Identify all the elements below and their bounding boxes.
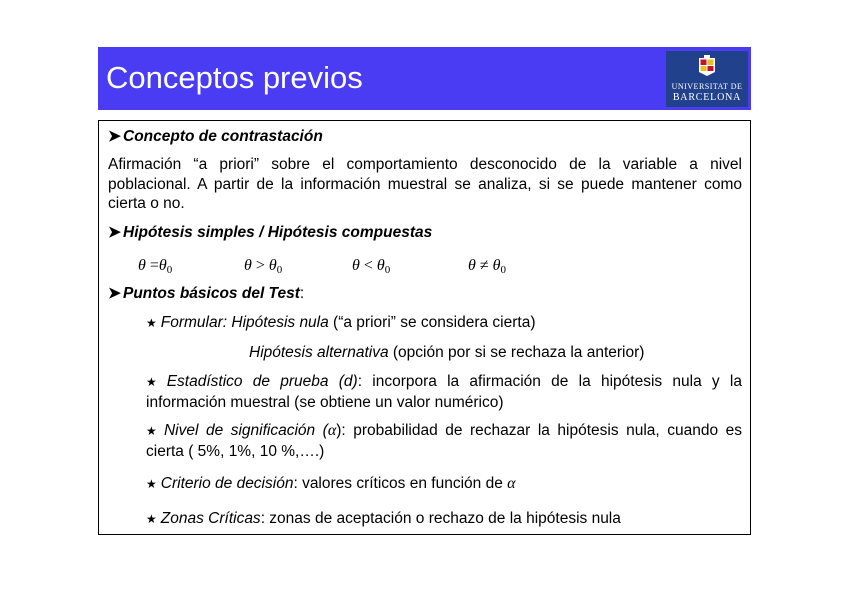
slide-title: Conceptos previos [106, 60, 363, 95]
star-icon: ★ [146, 477, 157, 491]
star-icon: ★ [146, 512, 157, 526]
logo-text-line1: UNIVERSITAT DE [671, 82, 743, 91]
slide-header [98, 47, 751, 110]
star-icon: ★ [146, 375, 163, 389]
crest-icon [698, 55, 716, 77]
hypothesis-not-equal: $\theta \ne \theta_0$ [468, 257, 506, 276]
section-heading-puntos: ➤ Puntos básicos del Test: [108, 285, 305, 302]
item-zonas-criticas: ★ Zonas Críticas: zonas de aceptación o rechazo de la hipótesis nula [146, 510, 621, 527]
item-estadistico: ★ Estadístico de prueba (d): incorpora la afirmación de la hipótesis nula y la información muestral (se obtiene un valor numérico) [146, 373, 742, 411]
arrow-icon: ➤ [108, 224, 121, 241]
section-heading-contrastacion: ➤ Concepto de contrastación [108, 128, 323, 145]
star-icon: ★ [146, 316, 157, 330]
content-box [98, 120, 751, 535]
logo-text-line2: BARCELONA [672, 92, 742, 103]
hypothesis-greater: $\theta > \theta_0$ [244, 257, 283, 276]
item-alternativa: Hipótesis alternativa (opción por si se rechaza la anterior) [249, 344, 645, 361]
arrow-icon: ➤ [108, 128, 121, 145]
contrastacion-definition: Afirmación “a priori” sobre el comportamiento desconocido de la variable a nivel poblacional. A partir de la información muestral se analiza, si se puede mantener como cierta o no. [108, 156, 742, 212]
section-heading-hipotesis: ➤ Hipótesis simples / Hipótesis compuestas [108, 224, 433, 241]
item-criterio: ★ Criterio de decisión: valores críticos en función de α [146, 475, 516, 492]
hypothesis-less: $\theta < \theta_0$ [352, 257, 391, 276]
arrow-icon: ➤ [108, 285, 121, 302]
star-icon: ★ [146, 424, 160, 438]
hypothesis-equal: $\theta =\theta_0$ [138, 257, 173, 276]
item-nivel-significacion: ★ Nivel de significación (α): probabilidad de rechazar la hipótesis nula, cuando es cierta ( 5%, 1%, 10 %,….) [146, 422, 742, 460]
item-formular: ★ Formular: Hipótesis nula (“a priori” se considera cierta) [146, 314, 536, 331]
university-logo [666, 51, 748, 107]
